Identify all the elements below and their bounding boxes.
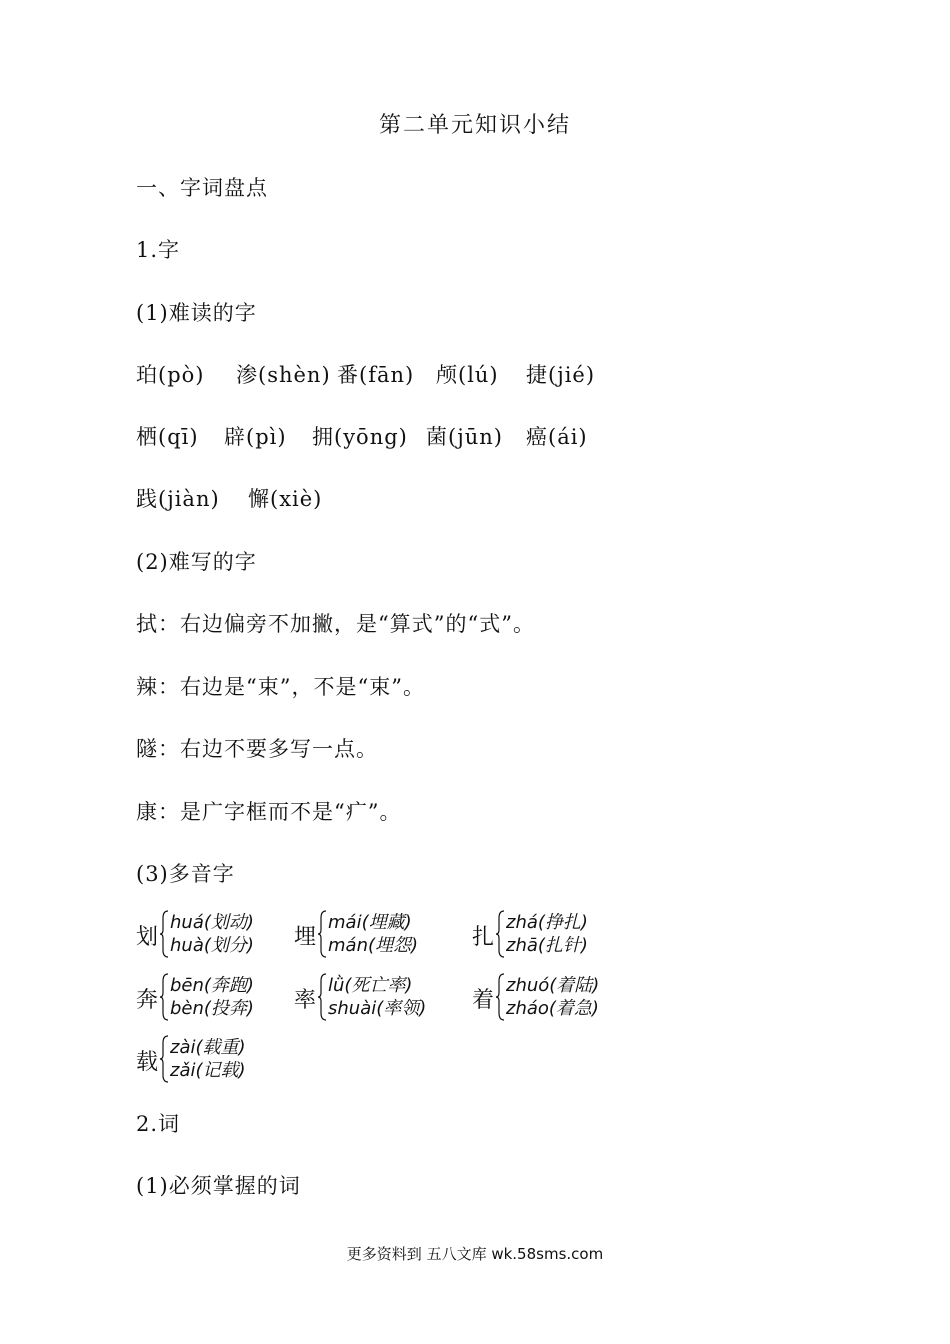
brace-icon (496, 973, 506, 1021)
footer-text: 更多资料到 五八文库 wk.58sms.com (346, 1245, 604, 1263)
polyphonic-char: 奔 (136, 988, 159, 1013)
char-item: 辟(pì) (224, 425, 287, 449)
char-item: 拥(yōng) (312, 425, 408, 449)
polyphonic-char: 着 (472, 988, 495, 1013)
section-heading: 一、字词盘点 (136, 176, 268, 200)
reading-1: zhuó(着陆) (506, 975, 600, 996)
hard-write-heading: (2)难写的字 (136, 550, 257, 574)
char-item: 癌(ái) (526, 425, 588, 449)
subsection-heading: 1.字 (136, 238, 181, 262)
hard-read-heading: (1)难读的字 (136, 301, 257, 325)
reading-1: huá(划动) (170, 912, 254, 933)
polyphonic-char: 扎 (472, 925, 495, 950)
hard-write-item: 隧：右边不要多写一点。 (136, 737, 378, 761)
reading-2: zhā(扎针) (506, 935, 588, 956)
page-title: 第二单元知识小结 (378, 113, 571, 138)
hard-write-item: 拭：右边偏旁不加撇，是“算式”的“式”。 (136, 612, 535, 636)
polyphonic-char: 载 (136, 1050, 159, 1075)
brace-icon (318, 973, 328, 1021)
reading-2: zháo(着急) (506, 998, 599, 1019)
reading-1: zhá(挣扎) (506, 912, 588, 933)
brace-icon (160, 1035, 170, 1083)
reading-1: zài(载重) (170, 1037, 246, 1058)
must-master-heading: (1)必须掌握的词 (136, 1174, 301, 1198)
hard-read-row-2 (136, 421, 588, 451)
reading-1: lǜ(死亡率) (328, 975, 413, 996)
hard-read-row-3 (136, 483, 322, 513)
brace-icon (160, 973, 170, 1021)
char-item: 践(jiàn) (136, 487, 220, 511)
polyphonic-char: 埋 (294, 925, 317, 950)
hard-write-item: 辣：右边是“束”，不是“束”。 (136, 675, 425, 699)
polyphonic-heading: (3)多音字 (136, 862, 235, 886)
brace-icon (318, 910, 328, 958)
reading-2: zǎi(记载) (170, 1060, 246, 1081)
reading-1: bēn(奔跑) (170, 975, 254, 996)
char-item: 渗(shèn) (236, 363, 331, 387)
reading-2: mán(埋怨) (328, 935, 419, 956)
char-item: 菌(jūn) (426, 425, 503, 449)
char-item: 珀(pò) (136, 363, 205, 387)
subsection-heading: 2.词 (136, 1112, 181, 1136)
char-item: 懈(xiè) (248, 487, 323, 511)
reading-2: bèn(投奔) (170, 998, 254, 1019)
brace-icon (160, 910, 170, 958)
polyphonic-char: 率 (294, 988, 317, 1013)
hard-write-item: 康：是广字框而不是“疒”。 (136, 800, 402, 824)
char-item: 颅(lú) (436, 363, 499, 387)
reading-1: mái(埋藏) (328, 912, 412, 933)
hard-read-row-1 (136, 359, 595, 389)
polyphonic-char: 划 (136, 925, 159, 950)
reading-2: huà(划分) (170, 935, 254, 956)
char-item: 番(fān) (337, 363, 415, 387)
brace-icon (496, 910, 506, 958)
char-item: 栖(qī) (136, 425, 199, 449)
reading-2: shuài(率领) (328, 998, 427, 1019)
char-item: 捷(jié) (526, 363, 596, 387)
